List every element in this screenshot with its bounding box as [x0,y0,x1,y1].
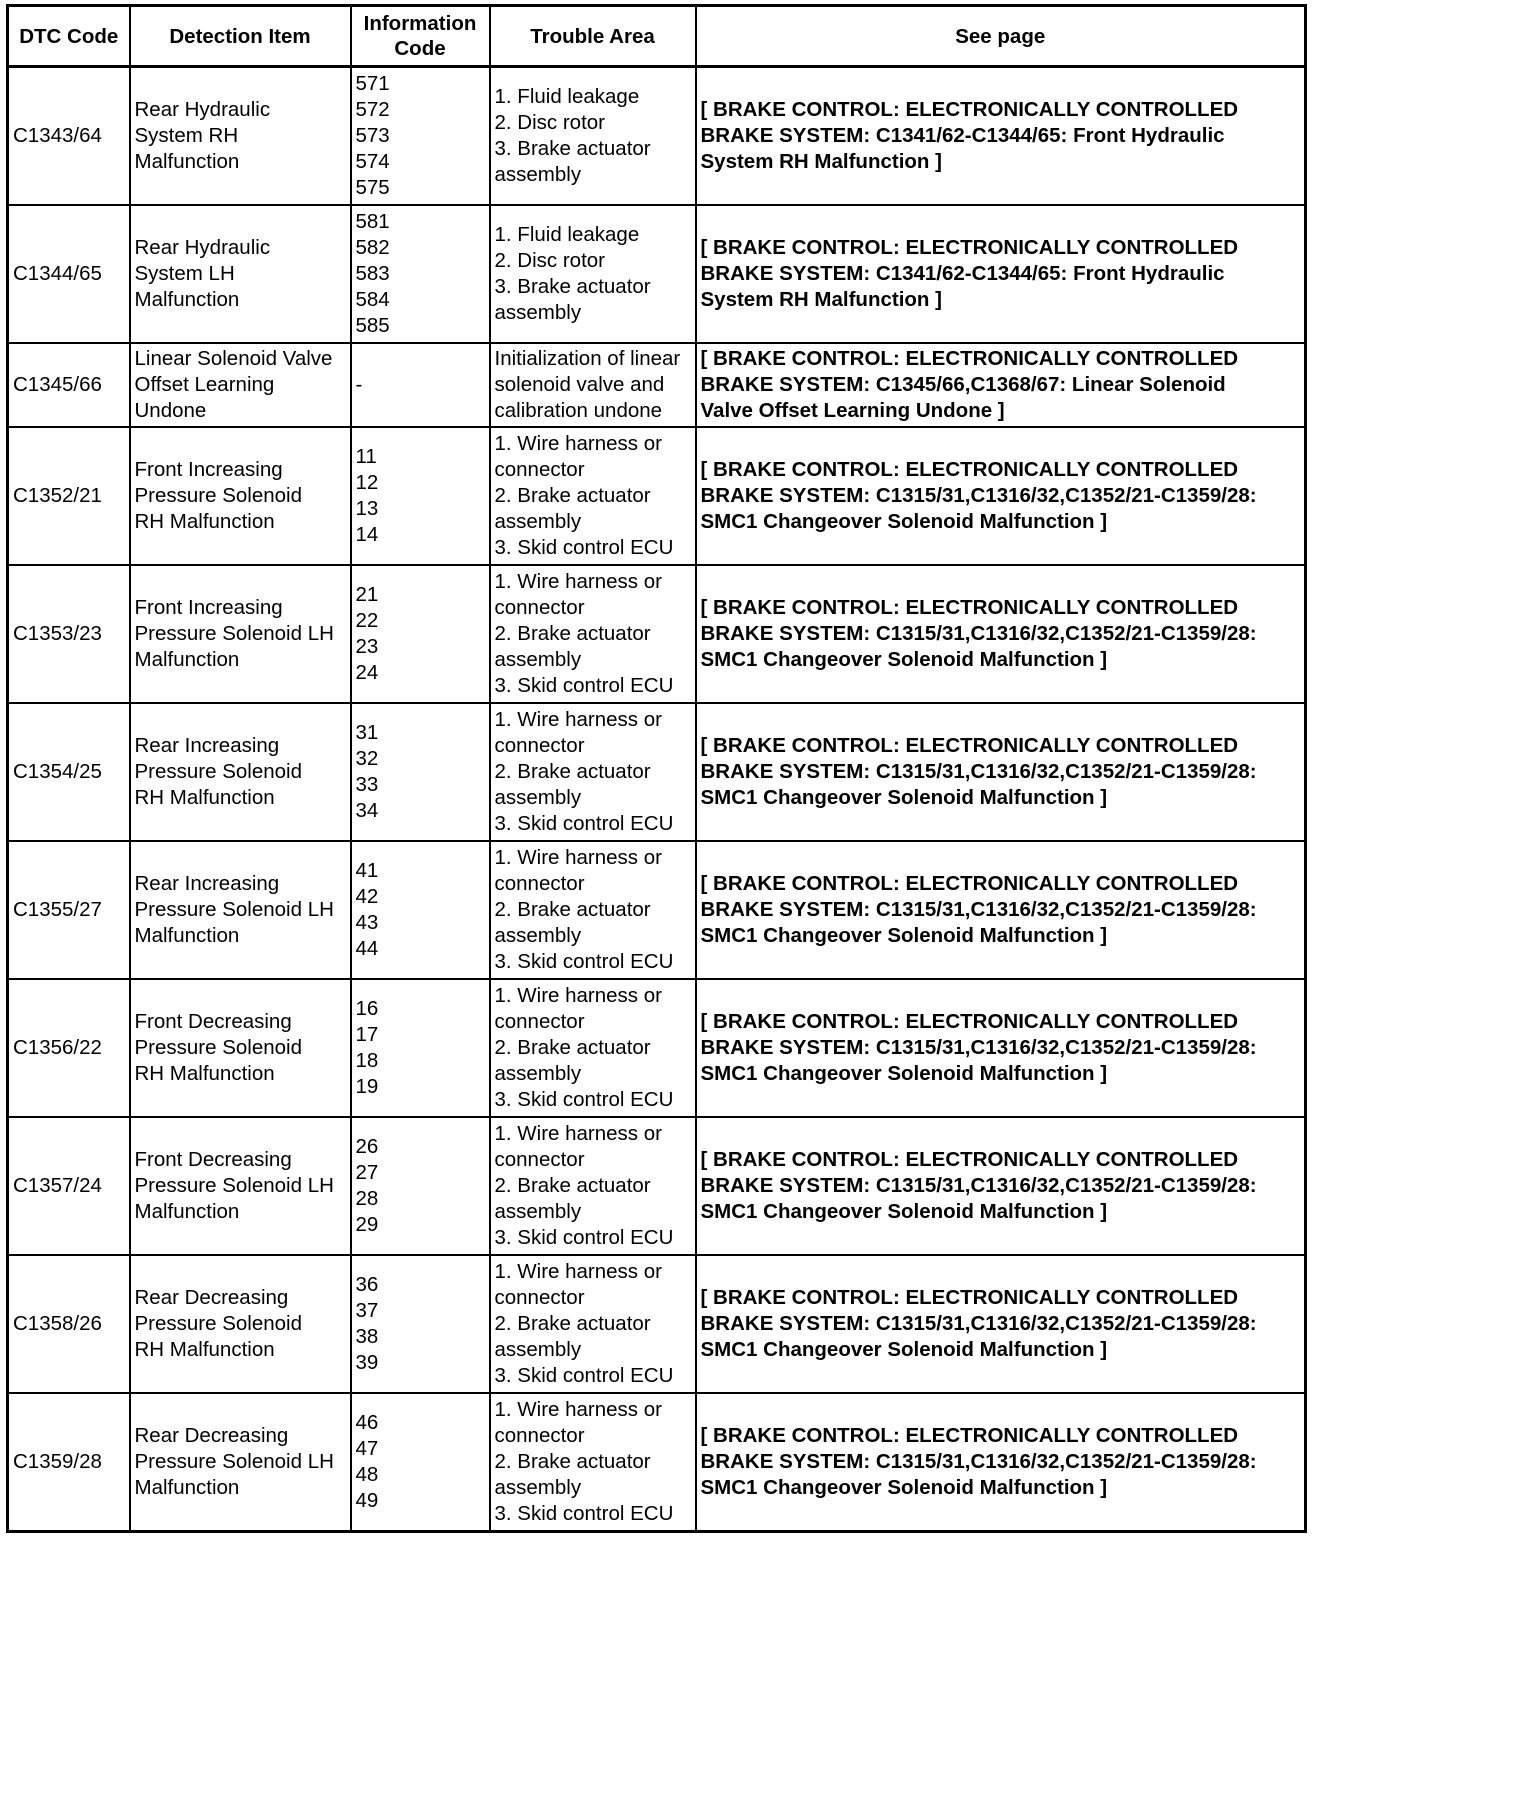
header-dtc-code: DTC Code [8,6,130,67]
trouble-area-line: 1. Wire harness or [494,708,662,731]
information-code: 11 [355,445,377,468]
trouble-area-line: 1. Wire harness or [494,570,662,593]
detection-item-line: RH Malfunction [134,1338,275,1361]
detection-item-line: Front Decreasing [134,1010,292,1033]
detection-item-line: Malfunction [134,288,240,311]
see-page-reference: BRAKE SYSTEM: C1315/31,C1316/32,C1352/21-C1359/28: [700,898,1257,921]
table-row [8,1117,1306,1255]
trouble-area-line: 1. Wire harness or [494,846,662,869]
information-code: 573 [355,124,390,147]
information-code: 18 [355,1049,379,1072]
dtc-code-cell [8,1393,130,1532]
header-trouble-area: Trouble Area [490,6,696,67]
detection-item-line: Undone [134,399,207,422]
table-row [8,703,1306,841]
see-page-reference: [ BRAKE CONTROL: ELECTRONICALLY CONTROLLED [700,1424,1239,1447]
dtc-code-cell [8,205,130,343]
dtc-code: C1356/22 [13,1036,102,1059]
information-code-cell [351,427,490,565]
detection-item-line: Linear Solenoid Valve [134,347,333,370]
detection-item-cell [130,67,351,206]
table-row [8,1255,1306,1393]
see-page-reference: [ BRAKE CONTROL: ELECTRONICALLY CONTROLLED [700,872,1239,895]
information-code: 43 [355,911,379,934]
information-code: 34 [355,799,379,822]
detection-item-cell [130,205,351,343]
see-page-reference: SMC1 Changeover Solenoid Malfunction ] [700,1338,1108,1361]
trouble-area-line: connector [494,1286,585,1309]
trouble-area-cell [490,427,696,565]
dtc-code-cell [8,565,130,703]
see-page-reference: [ BRAKE CONTROL: ELECTRONICALLY CONTROLLED [700,236,1239,259]
information-code: 582 [355,236,390,259]
information-code: 32 [355,747,379,770]
see-page-reference: [ BRAKE CONTROL: ELECTRONICALLY CONTROLLED [700,347,1239,370]
information-code: 21 [355,583,379,606]
see-page-reference: BRAKE SYSTEM: C1315/31,C1316/32,C1352/21-C1359/28: [700,1450,1257,1473]
detection-item-line: Malfunction [134,1200,240,1223]
detection-item-line: Pressure Solenoid [134,760,303,783]
table-header [8,6,1306,67]
information-code: 581 [355,210,390,233]
dtc-code-cell [8,427,130,565]
detection-item-line: Pressure Solenoid LH [134,622,334,645]
trouble-area-line: 1. Wire harness or [494,984,662,1007]
see-page-reference: [ BRAKE CONTROL: ELECTRONICALLY CONTROLLED [700,734,1239,757]
header-see-page: See page [696,6,1306,67]
information-code: 13 [355,497,379,520]
information-code: 31 [355,721,379,744]
dtc-code-cell [8,1255,130,1393]
trouble-area-line: assembly [494,1200,582,1223]
see-page-reference: BRAKE SYSTEM: C1345/66,C1368/67: Linear Solenoid [700,373,1226,396]
header-information-code: Information Code [351,6,490,67]
trouble-area-cell [490,841,696,979]
trouble-area-line: 1. Wire harness or [494,1122,662,1145]
information-code: 39 [355,1351,379,1374]
see-page-reference: [ BRAKE CONTROL: ELECTRONICALLY CONTROLLED [700,1148,1239,1171]
detection-item-line: System LH [134,262,235,285]
information-code: 572 [355,98,390,121]
trouble-area-line: assembly [494,786,582,809]
information-code: 585 [355,314,390,337]
information-code: 28 [355,1187,379,1210]
detection-item-line: Pressure Solenoid LH [134,898,334,921]
trouble-area-line: 3. Skid control ECU [494,1226,674,1249]
information-code-cell [351,841,490,979]
see-page-reference: SMC1 Changeover Solenoid Malfunction ] [700,1200,1108,1223]
detection-item-line: Rear Increasing [134,734,280,757]
detection-item-cell [130,1393,351,1532]
trouble-area-line: 2. Brake actuator [494,1450,651,1473]
trouble-area-line: assembly [494,924,582,947]
dtc-code: C1354/25 [13,760,102,783]
see-page-reference: SMC1 Changeover Solenoid Malfunction ] [700,510,1108,533]
see-page-reference: BRAKE SYSTEM: C1315/31,C1316/32,C1352/21-C1359/28: [700,484,1257,507]
trouble-area-line: 3. Skid control ECU [494,1502,674,1525]
trouble-area-cell [490,1393,696,1532]
trouble-area-cell [490,703,696,841]
trouble-area-line: connector [494,596,585,619]
information-code-cell [351,565,490,703]
dtc-code-cell [8,343,130,427]
table-row [8,427,1306,565]
see-page-cell [696,841,1306,979]
detection-item-line: Pressure Solenoid [134,1036,303,1059]
trouble-area-line: connector [494,458,585,481]
detection-item-line: Rear Hydraulic [134,98,271,121]
detection-item-line: Pressure Solenoid [134,484,303,507]
dtc-code-cell [8,841,130,979]
see-page-reference: [ BRAKE CONTROL: ELECTRONICALLY CONTROLLED [700,1010,1239,1033]
table-row [8,67,1306,206]
detection-item-cell [130,1117,351,1255]
trouble-area-line: 1. Fluid leakage [494,85,640,108]
see-page-reference: SMC1 Changeover Solenoid Malfunction ] [700,924,1108,947]
information-code: 42 [355,885,379,908]
detection-item-line: RH Malfunction [134,510,275,533]
dtc-code: C1353/23 [13,622,102,645]
information-code: 36 [355,1273,379,1296]
trouble-area-line: 2. Brake actuator [494,1036,651,1059]
detection-item-line: Malfunction [134,648,240,671]
detection-item-line: Rear Increasing [134,872,280,895]
information-code: 575 [355,176,390,199]
information-code-cell [351,703,490,841]
trouble-area-line: 1. Wire harness or [494,1260,662,1283]
trouble-area-line: 3. Skid control ECU [494,1364,674,1387]
detection-item-line: RH Malfunction [134,1062,275,1085]
trouble-area-line: solenoid valve and [494,373,665,396]
see-page-cell [696,1117,1306,1255]
information-code: 27 [355,1161,379,1184]
information-code: 23 [355,635,379,658]
detection-item-line: Offset Learning [134,373,275,396]
information-code: 24 [355,661,379,684]
dtc-code: C1352/21 [13,484,102,507]
see-page-reference: [ BRAKE CONTROL: ELECTRONICALLY CONTROLLED [700,458,1239,481]
information-code-cell [351,1255,490,1393]
see-page-cell [696,205,1306,343]
see-page-cell [696,565,1306,703]
trouble-area-line: 3. Skid control ECU [494,536,674,559]
trouble-area-line: connector [494,872,585,895]
detection-item-line: Rear Decreasing [134,1424,289,1447]
dtc-code: C1358/26 [13,1312,102,1335]
detection-item-line: Rear Hydraulic [134,236,271,259]
trouble-area-line: 3. Skid control ECU [494,950,674,973]
detection-item-cell [130,343,351,427]
trouble-area-line: 3. Skid control ECU [494,674,674,697]
table-row [8,205,1306,343]
information-code-cell [351,67,490,206]
trouble-area-line: connector [494,734,585,757]
information-code: 38 [355,1325,379,1348]
trouble-area-cell [490,1117,696,1255]
trouble-area-cell [490,205,696,343]
see-page-reference: BRAKE SYSTEM: C1315/31,C1316/32,C1352/21-C1359/28: [700,1174,1257,1197]
information-code: 44 [355,937,379,960]
information-code-cell [351,979,490,1117]
trouble-area-line: 2. Brake actuator [494,1174,651,1197]
information-code: 37 [355,1299,379,1322]
detection-item-cell [130,427,351,565]
detection-item-line: Front Decreasing [134,1148,292,1171]
trouble-area-line: 3. Brake actuator [494,137,651,160]
trouble-area-line: 2. Brake actuator [494,898,651,921]
information-code: 12 [355,471,379,494]
detection-item-line: Malfunction [134,150,240,173]
information-code: 26 [355,1135,379,1158]
trouble-area-line: 2. Brake actuator [494,622,651,645]
trouble-area-line: connector [494,1424,585,1447]
see-page-cell [696,979,1306,1117]
see-page-reference: BRAKE SYSTEM: C1315/31,C1316/32,C1352/21-C1359/28: [700,760,1257,783]
see-page-cell [696,703,1306,841]
trouble-area-line: 1. Wire harness or [494,1398,662,1421]
information-code-cell [351,205,490,343]
detection-item-cell [130,703,351,841]
trouble-area-line: connector [494,1148,585,1171]
detection-item-line: Pressure Solenoid [134,1312,303,1335]
trouble-area-line: 3. Skid control ECU [494,1088,674,1111]
detection-item-line: Front Increasing [134,596,283,619]
see-page-reference: BRAKE SYSTEM: C1315/31,C1316/32,C1352/21-C1359/28: [700,1312,1257,1335]
detection-item-line: Malfunction [134,924,240,947]
header-detection-item: Detection Item [130,6,351,67]
see-page-reference: System RH Malfunction ] [700,288,942,311]
information-code: 584 [355,288,390,311]
dtc-code-cell [8,703,130,841]
trouble-area-line: 2. Brake actuator [494,484,651,507]
information-code-cell [351,1117,490,1255]
see-page-reference: SMC1 Changeover Solenoid Malfunction ] [700,786,1108,809]
trouble-area-line: 2. Brake actuator [494,1312,651,1335]
information-code: 49 [355,1489,379,1512]
dtc-code: C1344/65 [13,262,102,285]
detection-item-cell [130,565,351,703]
see-page-reference: BRAKE SYSTEM: C1341/62-C1344/65: Front Hydraulic [700,124,1225,147]
table-row [8,343,1306,427]
see-page-reference: Valve Offset Learning Undone ] [700,399,1005,422]
trouble-area-line: 2. Disc rotor [494,249,605,272]
table-row [8,979,1306,1117]
trouble-area-cell [490,67,696,206]
see-page-cell [696,67,1306,206]
trouble-area-line: assembly [494,510,582,533]
trouble-area-line: 2. Disc rotor [494,111,605,134]
information-code: 46 [355,1411,379,1434]
detection-item-cell [130,841,351,979]
detection-item-line: Front Increasing [134,458,283,481]
trouble-area-line: assembly [494,1062,582,1085]
table-row [8,841,1306,979]
dtc-code-cell [8,67,130,206]
trouble-area-line: 1. Wire harness or [494,432,662,455]
see-page-reference: BRAKE SYSTEM: C1315/31,C1316/32,C1352/21-C1359/28: [700,1036,1257,1059]
trouble-area-line: assembly [494,1338,582,1361]
detection-item-line: Rear Decreasing [134,1286,289,1309]
information-code: 48 [355,1463,379,1486]
information-code: 19 [355,1075,379,1098]
trouble-area-line: assembly [494,648,582,671]
see-page-reference: SMC1 Changeover Solenoid Malfunction ] [700,1062,1108,1085]
trouble-area-line: calibration undone [494,399,663,422]
trouble-area-cell [490,565,696,703]
see-page-cell [696,1393,1306,1532]
information-code: 16 [355,997,379,1020]
dtc-code-cell [8,979,130,1117]
trouble-area-cell [490,979,696,1117]
information-code: 33 [355,773,379,796]
dtc-code: C1345/66 [13,373,102,396]
see-page-reference: SMC1 Changeover Solenoid Malfunction ] [700,648,1108,671]
see-page-reference: SMC1 Changeover Solenoid Malfunction ] [700,1476,1108,1499]
trouble-area-cell [490,1255,696,1393]
trouble-area-line: 3. Skid control ECU [494,812,674,835]
detection-item-line: Pressure Solenoid LH [134,1450,334,1473]
dtc-code: C1359/28 [13,1450,102,1473]
information-code-cell [351,1393,490,1532]
trouble-area-line: 2. Brake actuator [494,760,651,783]
table-row [8,565,1306,703]
dtc-code-cell [8,1117,130,1255]
see-page-reference: BRAKE SYSTEM: C1315/31,C1316/32,C1352/21-C1359/28: [700,622,1257,645]
dtc-code: C1343/64 [13,124,102,147]
information-code: - [355,373,363,396]
dtc-code: C1355/27 [13,898,102,921]
trouble-area-line: connector [494,1010,585,1033]
information-code: 17 [355,1023,379,1046]
table-body [8,67,1306,1532]
trouble-area-line: assembly [494,163,582,186]
information-code: 22 [355,609,379,632]
trouble-area-line: assembly [494,1476,582,1499]
see-page-cell [696,427,1306,565]
information-code: 41 [355,859,379,882]
information-code: 14 [355,523,379,546]
information-code-cell [351,343,490,427]
see-page-reference: System RH Malfunction ] [700,150,942,173]
detection-item-line: Malfunction [134,1476,240,1499]
information-code: 29 [355,1213,379,1236]
see-page-reference: [ BRAKE CONTROL: ELECTRONICALLY CONTROLLED [700,98,1239,121]
see-page-reference: [ BRAKE CONTROL: ELECTRONICALLY CONTROLLED [700,596,1239,619]
information-code: 47 [355,1437,379,1460]
dtc-table [6,4,1307,1533]
detection-item-cell [130,979,351,1117]
see-page-reference: BRAKE SYSTEM: C1341/62-C1344/65: Front Hydraulic [700,262,1225,285]
see-page-reference: [ BRAKE CONTROL: ELECTRONICALLY CONTROLLED [700,1286,1239,1309]
detection-item-line: Pressure Solenoid LH [134,1174,334,1197]
information-code: 583 [355,262,390,285]
trouble-area-cell [490,343,696,427]
table-row [8,1393,1306,1532]
dtc-code: C1357/24 [13,1174,102,1197]
detection-item-cell [130,1255,351,1393]
detection-item-line: System RH [134,124,239,147]
information-code: 574 [355,150,390,173]
detection-item-line: RH Malfunction [134,786,275,809]
information-code: 571 [355,72,390,95]
trouble-area-line: 1. Fluid leakage [494,223,640,246]
trouble-area-line: Initialization of linear [494,347,681,370]
trouble-area-line: assembly [494,301,582,324]
see-page-cell [696,343,1306,427]
trouble-area-line: 3. Brake actuator [494,275,651,298]
header-row [8,6,1306,67]
see-page-cell [696,1255,1306,1393]
